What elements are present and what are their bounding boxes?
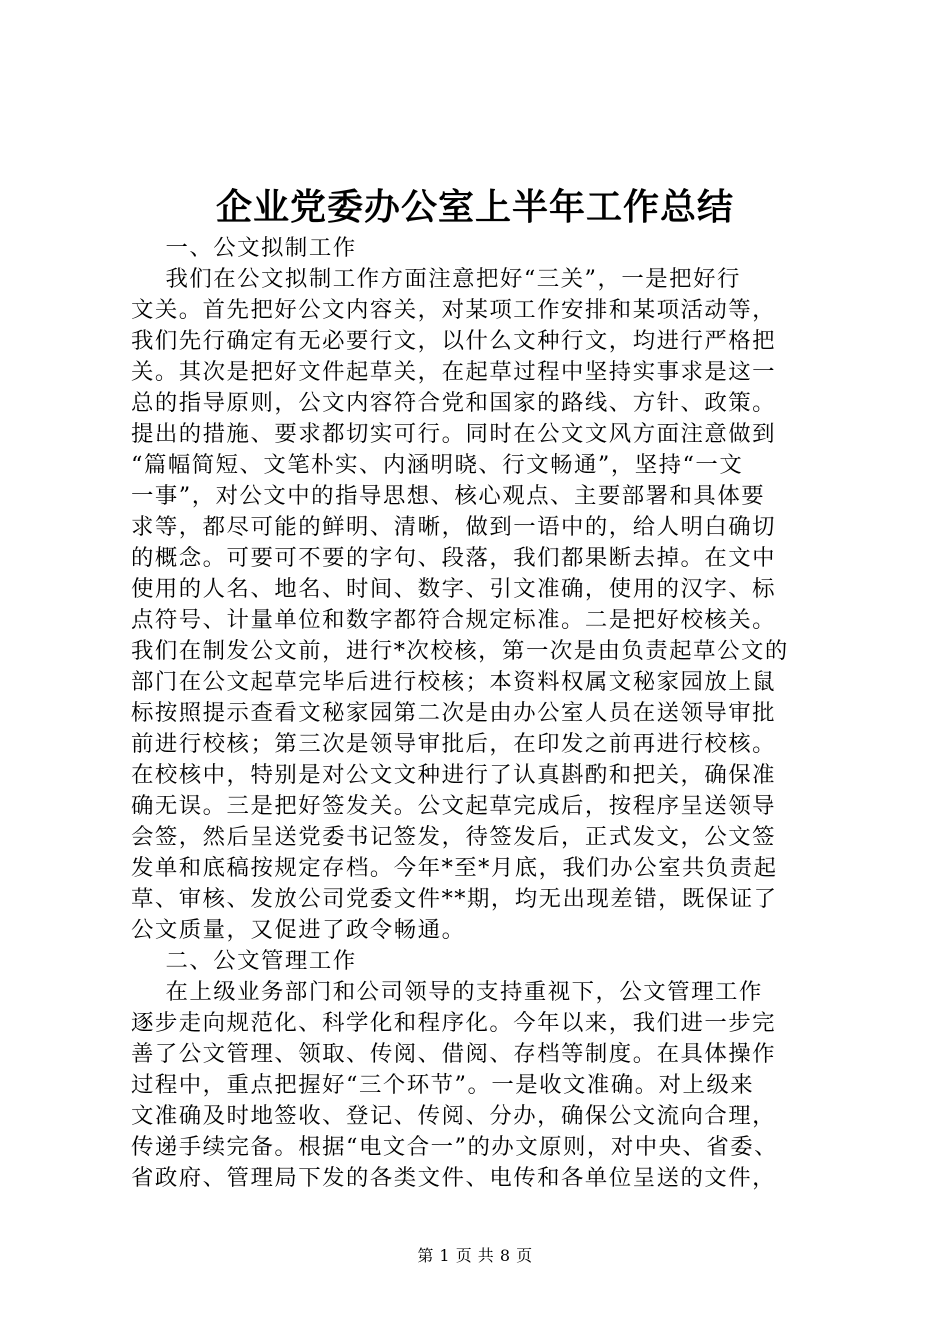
- body-line: 一、公文拟制工作: [131, 235, 357, 261]
- body-line: 前进行校核；第三次是领导审批后，在印发之前再进行校核。: [131, 731, 777, 757]
- body-line: 草、审核、发放公司党委文件**期，均无出现差错，既保证了: [131, 886, 778, 912]
- body-line: 省政府、管理局下发的各类文件、电传和各单位呈送的文件，: [131, 1165, 777, 1191]
- body-line: 关。其次是把好文件起草关，在起草过程中坚持实事求是这一: [131, 359, 777, 385]
- body-line: 我们在公文拟制工作方面注意把好“三关”，一是把好行: [131, 266, 741, 292]
- body-line: 在校核中，特别是对公文文种进行了认真斟酌和把关，确保准: [131, 762, 777, 788]
- document-body: [131, 233, 831, 1194]
- body-line: 点符号、计量单位和数字都符合规定标准。二是把好校核关。: [131, 607, 777, 633]
- body-line: 过程中，重点把握好“三个环节”。一是收文准确。对上级来: [131, 1072, 755, 1098]
- document-title: 企业党委办公室上半年工作总结: [215, 187, 734, 228]
- body-line: 使用的人名、地名、时间、数字、引文准确，使用的汉字、标: [131, 576, 777, 602]
- body-line: 逐步走向规范化、科学化和程序化。今年以来，我们进一步完: [131, 1010, 777, 1036]
- body-line: 二、公文管理工作: [131, 948, 357, 974]
- body-line: 标按照提示查看文秘家园第二次是由办公室人员在送领导审批: [131, 700, 777, 726]
- body-line: 提出的措施、要求都切实可行。同时在公文文风方面注意做到: [131, 421, 777, 447]
- body-line: 我们在制发公文前，进行*次校核，第一次是由负责起草公文的: [131, 638, 789, 664]
- body-line: 一事”，对公文中的指导思想、核心观点、主要部署和具体要: [131, 483, 766, 509]
- body-line: 的概念。可要可不要的字句、段落，我们都果断去掉。在文中: [131, 545, 777, 571]
- body-line: 部门在公文起草完毕后进行校核；本资料权属文秘家园放上鼠: [131, 669, 777, 695]
- page-footer: 第 1 页 共 8 页: [417, 1246, 533, 1265]
- body-line: 确无误。三是把好签发关。公文起草完成后，按程序呈送领导: [131, 793, 777, 819]
- body-line: 我们先行确定有无必要行文，以什么文种行文，均进行严格把: [131, 328, 777, 354]
- body-line: 公文质量，又促进了政令畅通。: [131, 917, 466, 943]
- body-line: 求等，都尽可能的鲜明、清晰，做到一语中的，给人明白确切: [131, 514, 777, 540]
- body-line: 传递手续完备。根据“电文合一”的办文原则，对中央、省委、: [131, 1134, 779, 1160]
- body-line: 在上级业务部门和公司领导的支持重视下，公文管理工作: [131, 979, 763, 1005]
- body-line: 文准确及时地签收、登记、传阅、分办，确保公文流向合理，: [131, 1103, 777, 1129]
- body-line: 发单和底稿按规定存档。今年*至*月底，我们办公室共负责起: [131, 855, 778, 881]
- body-line: 文关。首先把好公文内容关，对某项工作安排和某项活动等，: [131, 297, 777, 323]
- body-line: 总的指导原则，公文内容符合党和国家的路线、方针、政策。: [131, 390, 777, 416]
- body-line: 善了公文管理、领取、传阅、借阅、存档等制度。在具体操作: [131, 1041, 777, 1067]
- body-line: 会签，然后呈送党委书记签发，待签发后，正式发文，公文签: [131, 824, 777, 850]
- body-line: “篇幅简短、文笔朴实、内涵明晓、行文畅通”，坚持“一文: [131, 452, 744, 478]
